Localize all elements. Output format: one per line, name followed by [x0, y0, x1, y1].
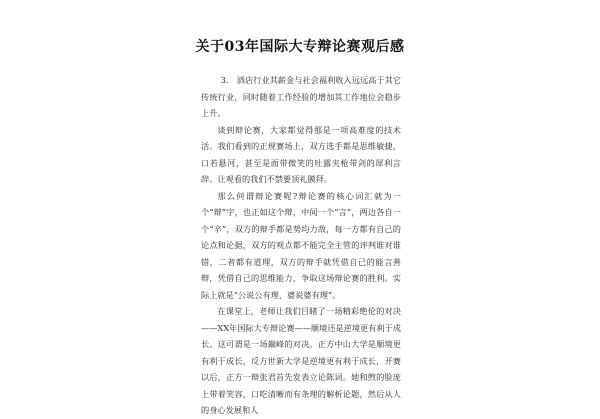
paragraph-3: 那么何谓辩论赛呢?辩论赛的核心词汇就为一个“辩”字，也正如这个辩，中间一个“言”，两边各自一个“辛”，双方的辩手都是势均力敌，每一方都有自己的论点和论据，双方的观点都不能完全主管的评判谁对谁错，二者都有道理，双方的辩手就凭借自己的能言善辩，凭借自己的思维能力，争取这场辩论赛的胜利。实际上就是“公说公有理，婆说婆有理”。	[201, 190, 401, 300]
document-body	[201, 72, 401, 419]
document-title: 关于03年国际大专辩论赛观后感	[195, 39, 405, 55]
paragraph-2: 谈到辩论赛，大家都觉得那是一项高难度的技术活。我们看到的正规赛场上，双方选手都是思维敏捷，口若悬河，甚至是面带微笑的吐露夹枪带剑的犀利言辞。让观看的我们不禁要顶礼膜拜。	[201, 124, 401, 184]
paragraph-4: 在课堂上，老师让我们目睹了一场精彩绝伦的对决——XX年国际大专辩论赛——顺境还是逆境更有利于成长。这可谓是一场巅峰的对决。正方中山大学是顺境更有利于成长，反方世新大学是逆境更有利于成长，开赛以后，正方一辩张君首先发表立论陈词。她和煦的脸庞上带着笑容，口吃清晰而有条理的解析论题，然后从人的身心发展和人	[201, 306, 401, 415]
paragraph-1: 3. 酒店行业其薪金与社会福利收入远远高于其它传统行业，同时随着工作经验的增加其工作地位会稳步上升。	[201, 75, 401, 118]
